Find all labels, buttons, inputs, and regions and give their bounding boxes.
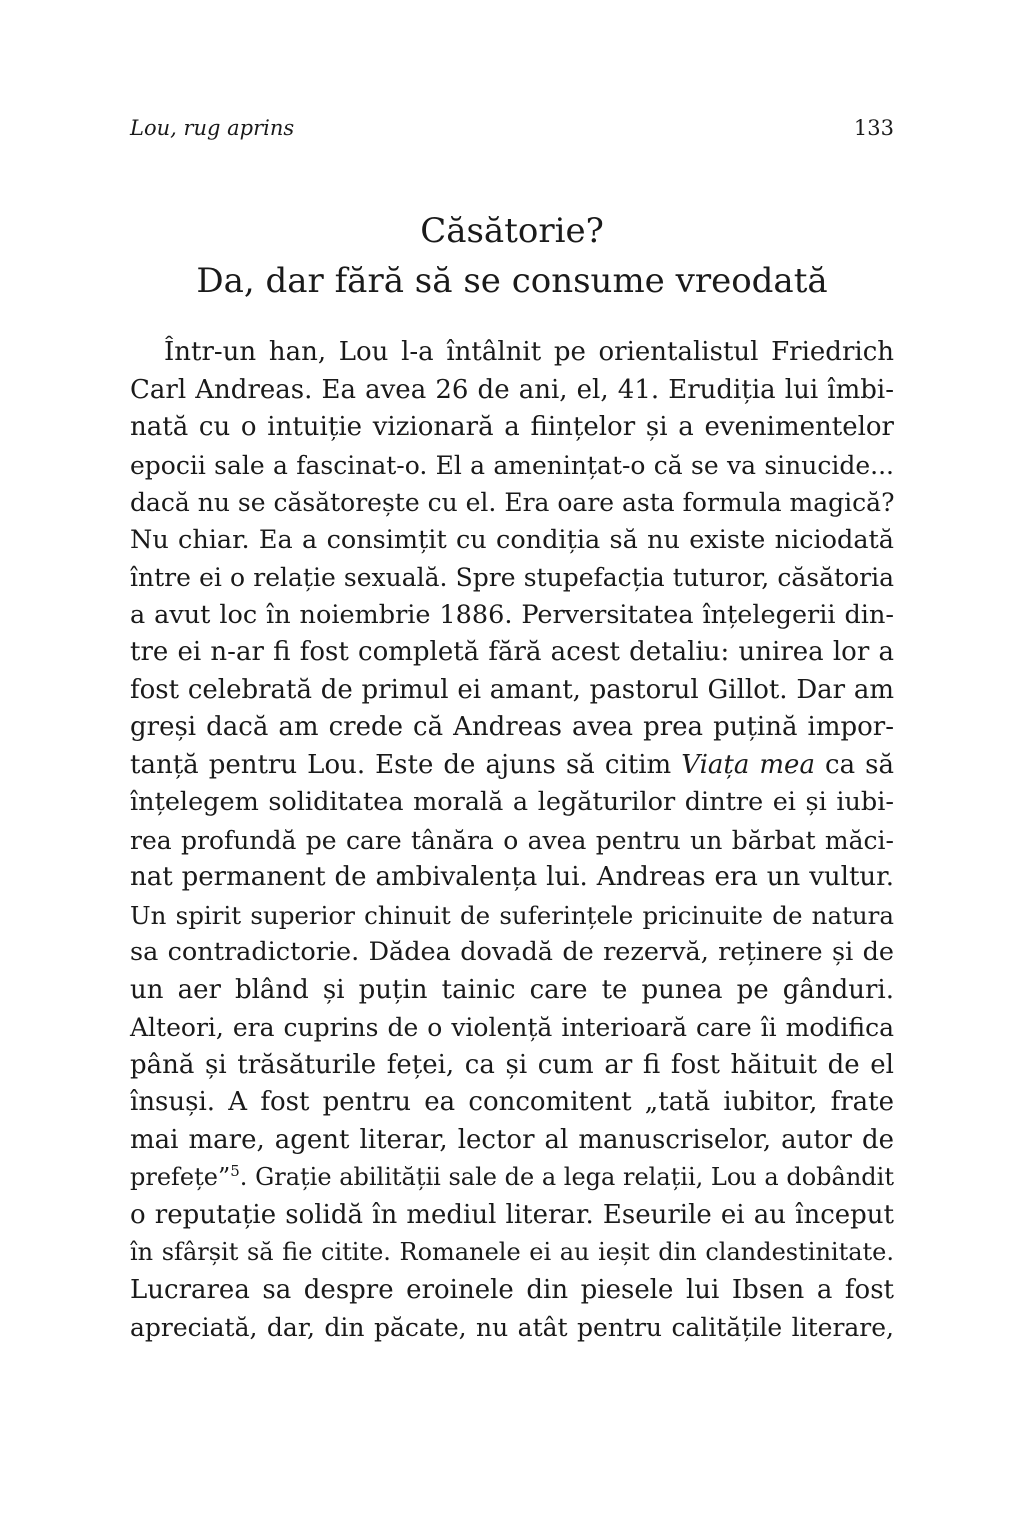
text-line bbox=[130, 747, 894, 785]
text-fragment: . Grație abilității sale de a lega relații, Lou a dobândit bbox=[239, 1163, 894, 1191]
text-line: Într-un han, Lou l-a întâlnit pe orientalistul Friedrich bbox=[164, 337, 894, 367]
text-line: între ei o relație sexuală. Spre stupefacția tuturor, căsătoria bbox=[130, 563, 894, 592]
text-line bbox=[130, 1159, 894, 1197]
text-line: un aer blând și puțin tainic care te punea pe gânduri. bbox=[130, 974, 894, 1005]
text-line: fost celebrată de primul ei amant, pastorul Gillot. Dar am bbox=[130, 674, 894, 705]
text-fragment: ca să bbox=[814, 749, 894, 780]
running-header bbox=[130, 116, 894, 140]
text-line: dacă nu se căsătorește cu el. Era oare asta formula magică? bbox=[130, 488, 895, 517]
chapter-title-line-1: Căsătorie? bbox=[420, 211, 604, 251]
text-line: mai mare, agent literar, lector al manuscriselor, autor de bbox=[130, 1124, 894, 1155]
page-number: 133 bbox=[853, 116, 894, 140]
text-line: o reputație solidă în mediul literar. Eseurile ei au început bbox=[130, 1199, 894, 1230]
text-line: nat permanent de ambivalența lui. Andreas era un vultur. bbox=[130, 862, 894, 892]
text-line: sa contradictorie. Dădea dovadă de rezervă, reținere și de bbox=[130, 937, 894, 967]
text-line: tre ei n-ar fi fost completă fără acest detaliu: unirea lor a bbox=[130, 637, 894, 667]
text-line: până și trăsăturile feței, ca și cum ar fi fost hăituit de el bbox=[130, 1049, 894, 1080]
text-line: Carl Andreas. Ea avea 26 de ani, el, 41. Erudiția lui îmbi- bbox=[130, 374, 894, 405]
text-line: a avut loc în noiembrie 1886. Perversitatea înțelegerii din- bbox=[130, 599, 894, 630]
text-line: în sfârșit să fie citite. Romanele ei au ieșit din clandestinitate. bbox=[130, 1238, 894, 1266]
footnote-reference[interactable]: 5 bbox=[230, 1162, 240, 1180]
text-fragment: prefețe” bbox=[130, 1163, 231, 1191]
running-title: Lou, rug aprins bbox=[130, 116, 295, 140]
text-line: apreciată, dar, din păcate, nu atât pentru calitățile literare, bbox=[130, 1313, 894, 1342]
text-line: rea profundă pe care tânăra o avea pentru un bărbat măci- bbox=[130, 825, 894, 855]
body-paragraph bbox=[130, 334, 894, 1347]
text-line: nată cu o intuiție vizionară a ființelor și a evenimentelor bbox=[130, 412, 894, 442]
text-line: Un spirit superior chinuit de suferințele pricinuite de natura bbox=[130, 900, 894, 930]
text-line: epocii sale a fascinat-o. El a amenințat-o că se va sinucide... bbox=[130, 450, 894, 480]
text-line: Alteori, era cuprins de o violență interioară care îi modifica bbox=[130, 1013, 894, 1042]
text-line: însuși. A fost pentru ea concomitent „tată iubitor, frate bbox=[130, 1087, 894, 1117]
chapter-title bbox=[130, 206, 894, 306]
chapter-title-line-2: Da, dar fără să se consume vreodată bbox=[196, 261, 828, 301]
text-fragment: tanță pentru Lou. Este de ajuns să citim bbox=[130, 749, 682, 780]
text-line: Nu chiar. Ea a consimțit cu condiția să nu existe niciodată bbox=[130, 524, 894, 555]
text-line: greși dacă am crede că Andreas avea prea puțină impor- bbox=[130, 712, 894, 742]
text-line: Lucrarea sa despre eroinele din piesele lui Ibsen a fost bbox=[130, 1274, 894, 1305]
book-title-italic: Viața mea bbox=[681, 749, 815, 780]
text-line: înțelegem soliditatea morală a legăturilor dintre ei și iubi- bbox=[130, 787, 894, 817]
